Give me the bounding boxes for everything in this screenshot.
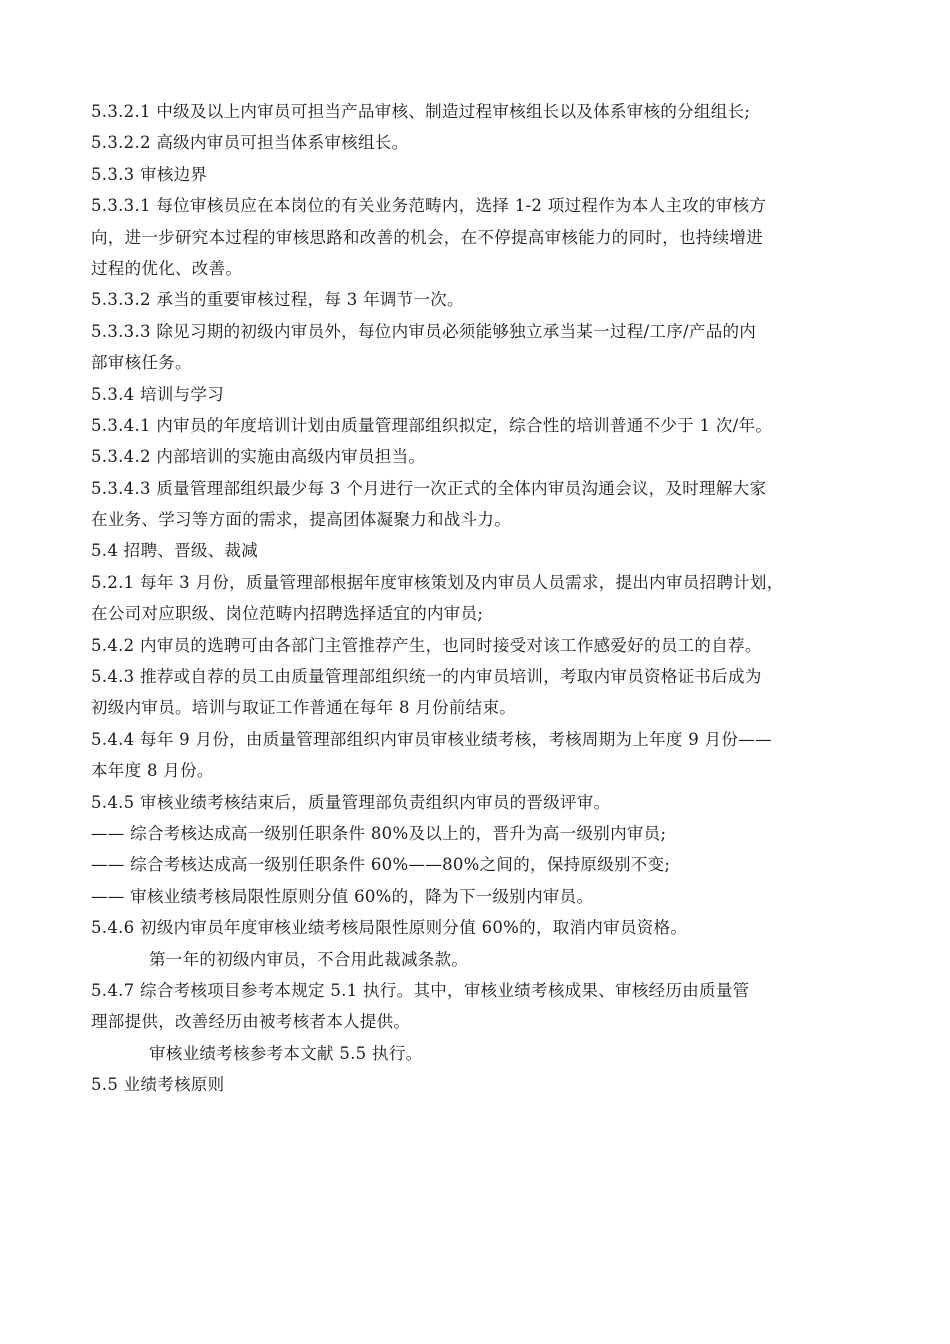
text-line: 5.4.3 推荐或自荐的员工由质量管理部组织统一的内审员培训，考取内审员资格证书后成为 — [91, 667, 762, 687]
text-line: 过程的优化、改善。 — [91, 258, 243, 278]
list-item: —— 综合考核达成高一级别任职条件 60%——80%之间的，保持原级别不变; — [91, 855, 671, 875]
text-line: 在业务、学习等方面的需求，提高团体凝聚力和战斗力。 — [91, 510, 511, 530]
section-heading: 5.3.4 培训与学习 — [91, 384, 225, 404]
text-line: 5.4.2 内审员的选聘可由各部门主管推荐产生，也同时接受对该工作感爱好的员工的自荐。 — [91, 635, 762, 655]
section-heading: 5.5 业绩考核原则 — [91, 1075, 225, 1095]
section-heading: 5.4 招聘、晋级、裁减 — [91, 541, 259, 561]
text-line: 5.3.3.3 除见习期的初级内审员外，每位内审员必须能够独立承当某一过程/工序/产品的内 — [91, 321, 757, 341]
text-line: 5.3.4.2 内部培训的实施由高级内审员担当。 — [91, 447, 426, 467]
text-line: 5.3.4.3 质量管理部组织最少每 3 个月进行一次正式的全体内审员沟通会议，及时理解大家 — [91, 478, 767, 498]
section-heading: 5.3.3 审核边界 — [91, 164, 208, 184]
text-line: 5.3.2.2 高级内审员可担当体系审核组长。 — [91, 133, 409, 153]
text-line: 部审核任务。 — [91, 353, 192, 373]
text-line: 5.4.7 综合考核项目参考本规定 5.1 执行。其中，审核业绩考核成果、审核经历由质量管 — [91, 980, 750, 1000]
text-line: 在公司对应职级、岗位范畴内招聘选择适宜的内审员; — [91, 604, 484, 624]
text-line: 5.3.4.1 内审员的年度培训计划由质量管理部组织拟定，综合性的培训普通不少于 1 次/年。 — [91, 415, 773, 435]
text-line: 5.4.6 初级内审员年度审核业绩考核局限性原则分值 60%的，取消内审员资格。 — [91, 918, 688, 938]
text-line: 5.3.2.1 中级及以上内审员可担当产品审核、制造过程审核组长以及体系审核的分组组长; — [91, 102, 751, 121]
text-line: 5.3.3.2 承当的重要审核过程，每 3 年调节一次。 — [91, 290, 464, 310]
text-line: 5.2.1 每年 3 月份，质量管理部根据年度审核策划及内审员人员需求，提出内审员招聘计划， — [91, 572, 784, 592]
indented-note: 审核业绩考核参考本文献 5.5 执行。 — [149, 1043, 423, 1063]
text-line: 5.3.3.1 每位审核员应在本岗位的有关业务范畴内，选择 1-2 项过程作为本人主攻的审核方 — [91, 196, 767, 216]
text-line: 5.4.4 每年 9 月份，由质量管理部组织内审员审核业绩考核，考核周期为上年度 9 月份—— — [91, 729, 772, 749]
list-item: —— 审核业绩考核局限性原则分值 60%的，降为下一级别内审员。 — [91, 886, 594, 906]
text-line: 初级内审员。培训与取证工作普通在每年 8 月份前结束。 — [91, 698, 517, 718]
indented-note: 第一年的初级内审员，不合用此裁减条款。 — [149, 949, 469, 969]
text-line: 向，进一步研究本过程的审核思路和改善的机会，在不停提高审核能力的同时，也持续增进 — [91, 227, 763, 247]
document-body — [91, 96, 871, 1101]
text-line: 5.4.5 审核业绩考核结束后，质量管理部负责组织内审员的晋级评审。 — [91, 792, 611, 812]
list-item: —— 综合考核达成高一级别任职条件 80%及以上的，晋升为高一级别内审员; — [91, 823, 667, 843]
text-line: 本年度 8 月份。 — [91, 761, 214, 781]
text-line: 理部提供，改善经历由被考核者本人提供。 — [91, 1012, 411, 1032]
